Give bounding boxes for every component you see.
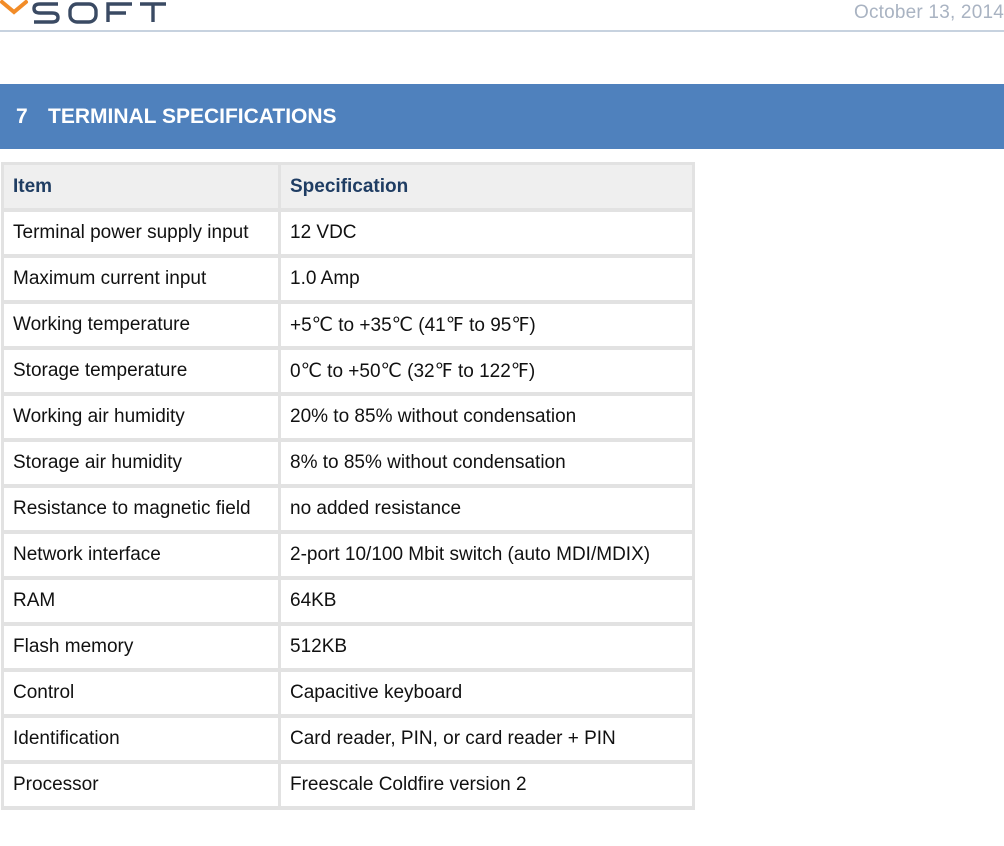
specification-cell: no added resistance (281, 488, 695, 534)
item-cell: Flash memory (1, 626, 281, 672)
specification-cell: 12 VDC (281, 212, 695, 258)
column-header-specification: Specification (281, 162, 695, 212)
page-header (0, 0, 1004, 32)
item-cell: Working air humidity (1, 396, 281, 442)
item-cell: Network interface (1, 534, 281, 580)
specification-cell: 20% to 85% without condensation (281, 396, 695, 442)
table-row (1, 488, 695, 534)
specification-cell: Card reader, PIN, or card reader + PIN (281, 718, 695, 764)
table-row (1, 396, 695, 442)
specification-cell: 8% to 85% without condensation (281, 442, 695, 488)
specification-cell: Freescale Coldfire version 2 (281, 764, 695, 810)
specification-cell: 512KB (281, 626, 695, 672)
item-cell: RAM (1, 580, 281, 626)
specification-cell: 2-port 10/100 Mbit switch (auto MDI/MDIX) (281, 534, 695, 580)
item-cell: Storage temperature (1, 350, 281, 396)
item-cell: Resistance to magnetic field (1, 488, 281, 534)
table-row (1, 764, 695, 810)
column-header-item: Item (1, 162, 281, 212)
section-title: TERMINAL SPECIFICATIONS (48, 104, 337, 128)
specification-cell: 1.0 Amp (281, 258, 695, 304)
header-divider (0, 30, 1004, 32)
item-cell: Processor (1, 764, 281, 810)
item-cell: Identification (1, 718, 281, 764)
table-row (1, 442, 695, 488)
item-cell: Maximum current input (1, 258, 281, 304)
table-row (1, 304, 695, 350)
table-row (1, 672, 695, 718)
table-row (1, 212, 695, 258)
header-date: October 13, 2014 (853, 2, 1004, 23)
table-row (1, 258, 695, 304)
specifications-table (1, 162, 695, 810)
item-cell: Terminal power supply input (1, 212, 281, 258)
specification-cell: +5℃ to +35℃ (41℉ to 95℉) (281, 304, 695, 350)
table-row (1, 534, 695, 580)
specification-cell: 0℃ to +50℃ (32℉ to 122℉) (281, 350, 695, 396)
table-row (1, 580, 695, 626)
specification-cell: 64KB (281, 580, 695, 626)
item-cell: Storage air humidity (1, 442, 281, 488)
table-row (1, 350, 695, 396)
item-cell: Working temperature (1, 304, 281, 350)
section-number: 7 (16, 104, 28, 128)
ysoft-logo (0, 0, 170, 24)
item-cell: Control (1, 672, 281, 718)
specification-cell: Capacitive keyboard (281, 672, 695, 718)
table-header-row (1, 162, 695, 212)
section-heading (0, 84, 1004, 149)
table-row (1, 718, 695, 764)
table-row (1, 626, 695, 672)
